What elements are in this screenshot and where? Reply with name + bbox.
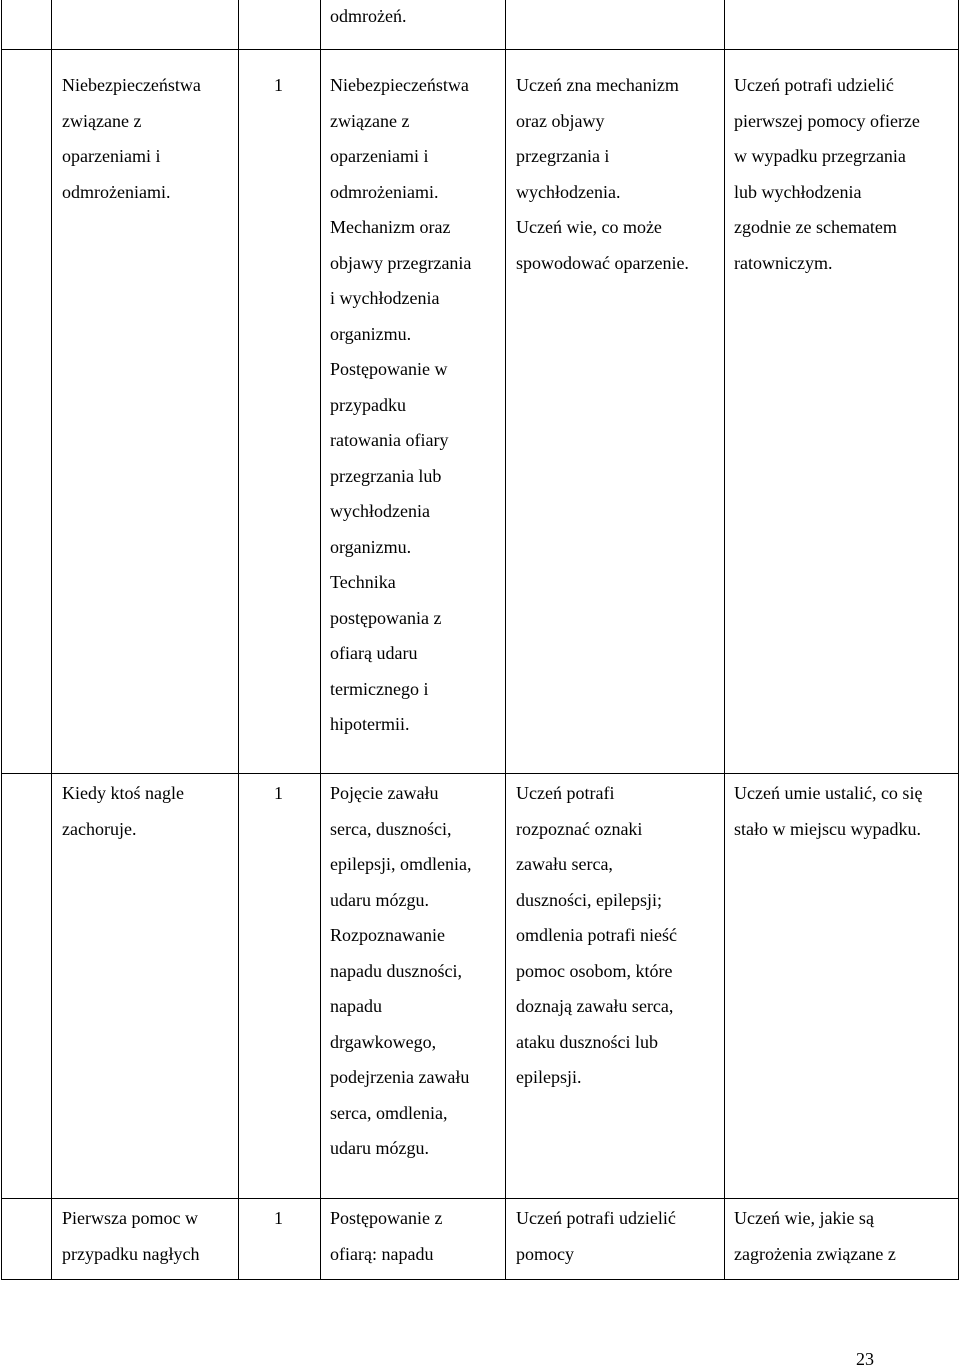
topic-cell: Niebezpieczeństwa związane z oparzeniami i odmrożeniami. Mechanizm oraz objawy przegrzania i wychłodzenia organizmu. Postępowanie w przypadku ratowania ofiary przegrzania lub wychłodzenia organizmu. Technika postępowania z ofiarą udaru termicznego i hipotermii.	[330, 75, 472, 734]
topic-cell: Pojęcie zawału serca, duszności, epilepsji, omdlenia, udaru mózgu. Rozpoznawanie napadu duszności, napadu drgawkowego, podejrzenia zawału serca, omdlenia, udaru mózgu.	[330, 783, 472, 1158]
column-divider	[320, 0, 321, 1280]
extended-requirements-cell: Uczeń wie, jakie są zagrożenia związane z	[734, 1208, 896, 1264]
table-border-right	[958, 0, 959, 1280]
section-cell: Kiedy ktoś nagle zachoruje.	[62, 783, 184, 839]
extended-requirements-cell: Uczeń potrafi udzielić pierwszej pomocy ofierze w wypadku przegrzania lub wychłodzenia zgodnie ze schematem ratowniczym.	[734, 75, 920, 273]
column-divider	[724, 0, 725, 1280]
table-border-bottom	[1, 1279, 959, 1280]
basic-requirements-cell: Uczeń zna mechanizm oraz objawy przegrzania i wychłodzenia. Uczeń wie, co może spowodować oparzenie.	[516, 75, 689, 273]
hours-cell: 1	[274, 1208, 283, 1228]
hours-cell: 1	[274, 783, 283, 803]
hours-cell: 1	[274, 75, 283, 95]
extended-requirements-cell: Uczeń umie ustalić, co się stało w miejscu wypadku.	[734, 783, 923, 839]
section-cell: Pierwsza pomoc w przypadku nagłych	[62, 1208, 200, 1264]
row-divider	[1, 1198, 959, 1199]
page-number: 23	[856, 1349, 874, 1369]
section-cell: Niebezpieczeństwa związane z oparzeniami i odmrożeniami.	[62, 75, 201, 202]
row-divider	[1, 773, 959, 774]
column-divider	[238, 0, 239, 1280]
column-divider	[51, 0, 52, 1280]
column-divider	[505, 0, 506, 1280]
basic-requirements-cell: Uczeń potrafi rozpoznać oznaki zawału serca, duszności, epilepsji; omdlenia potrafi nieść pomoc osobom, które doznają zawału serca, ataku duszności lub epilepsji.	[516, 783, 677, 1087]
row-divider	[1, 49, 959, 50]
basic-requirements-cell: Uczeń potrafi udzielić pomocy	[516, 1208, 676, 1264]
table-border-left	[1, 0, 2, 1280]
topic-cell-fragment: odmrożeń.	[330, 6, 407, 26]
topic-cell: Postępowanie z ofiarą: napadu	[330, 1208, 443, 1264]
